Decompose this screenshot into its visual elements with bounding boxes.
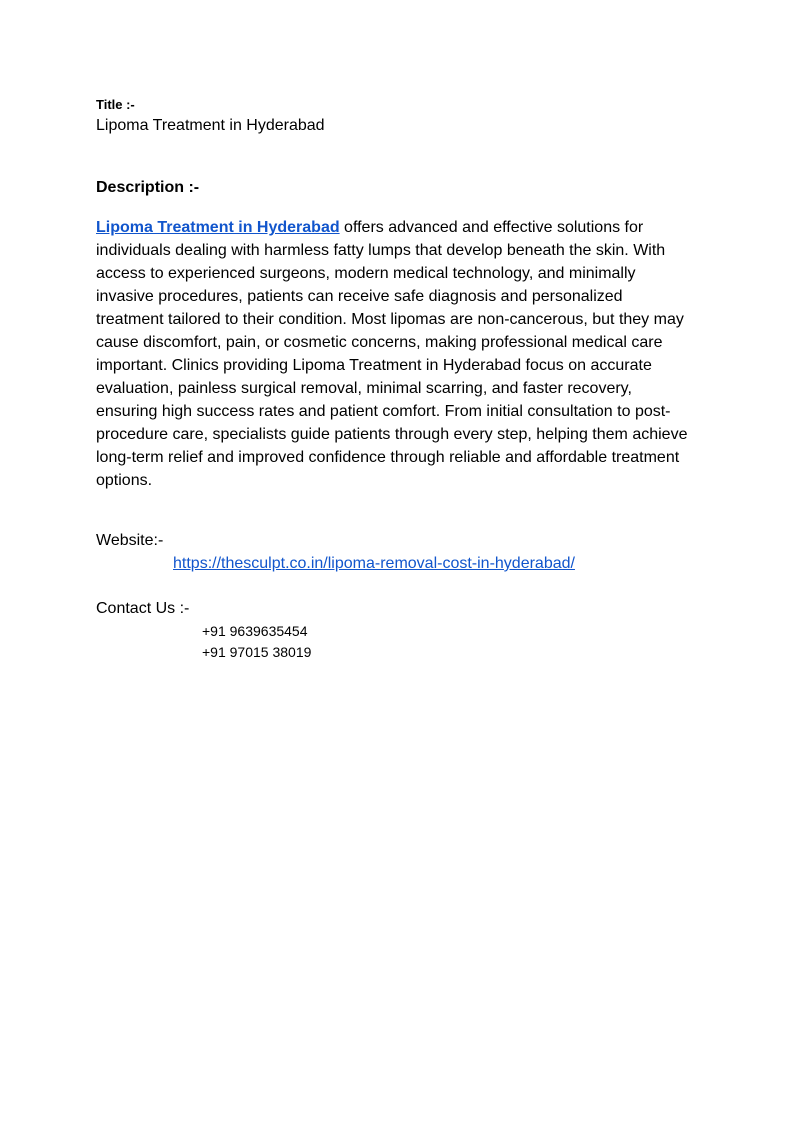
contact-phone-1: +91 9639635454 xyxy=(202,623,308,639)
description-text: offers advanced and effective solutions for individuals dealing with harmless fatty lumps that develop beneath the skin. With access to experienced surgeons, modern medical technology, and minimally invasive procedures, patients can receive safe diagnosis and personalized treatment tailored to their condition. Most lipomas are non-cancerous, but they may cause discomfort, pain, or cosmetic concerns, making professional medical care important. Clinics providing Lipoma Treatment in Hyderabad focus on accurate evaluation, painless surgical removal, minimal scarring, and faster recovery, ensuring high success rates and patient comfort. From initial consultation to post-procedure care, specialists guide patients through every step, helping them achieve long-term relief and improved confidence through reliable and affordable treatment options. xyxy=(96,219,688,489)
contact-label: Contact Us :- xyxy=(96,600,190,617)
description-link[interactable]: Lipoma Treatment in Hyderabad xyxy=(96,219,340,236)
website-link[interactable]: https://thesculpt.co.in/lipoma-removal-cost-in-hyderabad/ xyxy=(173,555,575,572)
description-paragraph xyxy=(96,216,694,492)
title-label: Title :- xyxy=(96,97,135,112)
title-value: Lipoma Treatment in Hyderabad xyxy=(96,117,325,134)
contact-phone-2: +91 97015 38019 xyxy=(202,644,312,660)
description-label: Description :- xyxy=(96,179,200,196)
website-label: Website:- xyxy=(96,532,164,549)
